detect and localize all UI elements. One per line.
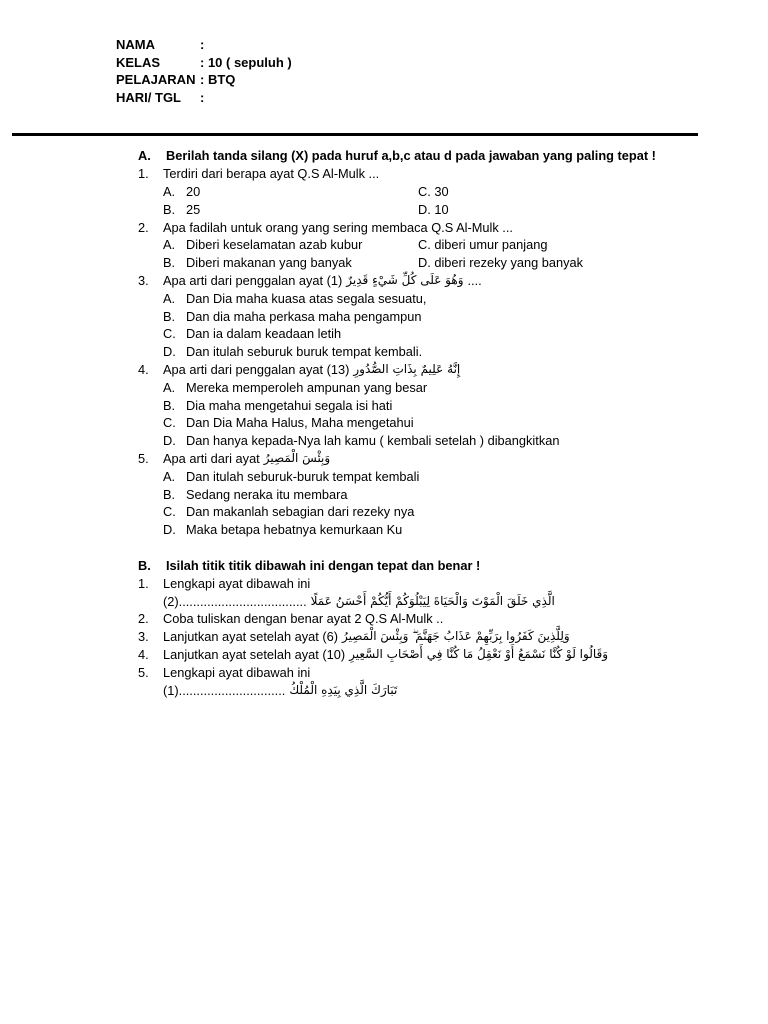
a-q2-options-row-2: [138, 254, 698, 272]
question-number: 5.: [138, 450, 149, 466]
option-text: Dan Dia Maha Halus, Maha mengetahui: [186, 415, 414, 431]
question-number: 5.: [138, 664, 149, 680]
question-sheet: [138, 147, 698, 699]
date-row: [116, 89, 292, 107]
class-row: [116, 54, 292, 72]
question-number: 4.: [138, 361, 149, 377]
option-letter: B.: [163, 486, 176, 502]
option-text: Dan Dia maha kuasa atas segala sesuatu,: [186, 290, 427, 306]
section-a-instruction: Berilah tanda silang (X) pada huruf a,b,c atau d pada jawaban yang paling tepat !: [166, 148, 656, 164]
option-letter: C.: [163, 504, 176, 520]
subject-row: [116, 71, 292, 89]
question-text: Terdiri dari berapa ayat Q.S Al-Mulk ...: [163, 166, 380, 182]
option-text: Sedang neraka itu membara: [186, 486, 348, 502]
option-text: Dan hanya kepada-Nya lah kamu ( kembali setelah ) dibangkitkan: [186, 433, 560, 449]
question-number: 1.: [138, 166, 149, 182]
question-text: Lanjutkan ayat setelah ayat (10): [163, 646, 346, 662]
section-b-marker: B.: [138, 557, 151, 573]
option-d: [138, 343, 698, 361]
option-text: 20: [186, 183, 201, 199]
question-number: 3.: [138, 272, 149, 288]
a-q2-options-row-1: [138, 236, 698, 254]
b-q5-fill-line: [138, 681, 698, 699]
option-a: [163, 237, 418, 252]
option-c: C. 30: [418, 183, 449, 199]
arabic-verse: إِنَّهُ عَلِيمٌ بِذَاتِ الصُّدُورِ: [353, 362, 461, 377]
section-spacer: [138, 539, 698, 557]
option-text: Maka betapa hebatnya kemurkaan Ku: [186, 522, 403, 538]
arabic-verse: وَهُوَ عَلَى كُلِّ شَيْءٍ قَدِيرٌ: [346, 273, 464, 288]
option-letter: A.: [163, 379, 176, 395]
option-letter: D.: [163, 344, 176, 360]
option-text: Mereka memperoleh ampunan yang besar: [186, 379, 428, 395]
a-question-2: [138, 218, 698, 236]
student-info-header: [116, 36, 292, 106]
option-letter: B.: [163, 201, 176, 217]
class-value: : 10 ( sepuluh ): [200, 54, 292, 70]
a-q1-options-row-2: [138, 200, 698, 218]
question-number: 2.: [138, 219, 149, 235]
option-b: [138, 485, 698, 503]
option-text: Diberi keselamatan azab kubur: [186, 237, 363, 253]
section-b-title: [138, 557, 698, 575]
option-a: [138, 378, 698, 396]
b-question-2: [138, 610, 698, 628]
class-label: KELAS: [116, 54, 161, 70]
question-text: Lengkapi ayat dibawah ini: [163, 575, 311, 591]
option-letter: D.: [163, 433, 176, 449]
question-number: 3.: [138, 629, 149, 645]
question-tail: ....: [467, 272, 482, 288]
fill-blank: (1)..............................: [163, 682, 286, 698]
a-question-4: [138, 361, 698, 379]
option-c: [138, 325, 698, 343]
option-letter: A.: [163, 183, 176, 199]
arabic-verse: وَبِئْسَ الْمَصِيرُ: [263, 451, 331, 466]
header-divider: [12, 133, 698, 136]
option-d: [138, 521, 698, 539]
option-b: [163, 255, 418, 270]
option-text: Dan makanlah sebagian dari rezeky nya: [186, 504, 415, 520]
option-d: D. 10: [418, 201, 449, 217]
option-text: Dan dia maha perkasa maha pengampun: [186, 308, 422, 324]
option-b: [138, 396, 698, 414]
question-text: Coba tuliskan dengan benar ayat 2 Q.S Al-Mulk ..: [163, 611, 444, 627]
option-text: Dia maha mengetahui segala isi hati: [186, 397, 393, 413]
option-c: [138, 414, 698, 432]
date-label: HARI/ TGL: [116, 89, 181, 105]
option-text: Dan ia dalam keadaan letih: [186, 326, 342, 342]
a-q1-options-row-1: [138, 183, 698, 201]
b-question-5: [138, 663, 698, 681]
arabic-verse: وَلِلَّذِينَ كَفَرُوا بِرَبِّهِمْ عَذَابُ جَهَنَّمَ ۖ وَبِئْسَ الْمَصِيرُ: [342, 629, 570, 644]
question-text: Apa fadilah untuk orang yang sering membaca Q.S Al-Mulk ...: [163, 219, 513, 235]
question-text: Apa arti dari ayat: [163, 450, 260, 466]
name-value: :: [200, 37, 205, 53]
option-letter: C.: [163, 415, 176, 431]
section-b-instruction: Isilah titik titik dibawah ini dengan tepat dan benar !: [166, 557, 481, 573]
option-c: C. diberi umur panjang: [418, 237, 548, 253]
option-letter: B.: [163, 308, 176, 324]
option-letter: C.: [163, 326, 176, 342]
option-a: [138, 467, 698, 485]
name-label: NAMA: [116, 37, 155, 53]
a-question-1: [138, 165, 698, 183]
option-letter: D.: [163, 522, 176, 538]
option-letter: A.: [163, 468, 176, 484]
option-text: Dan itulah seburuk-buruk tempat kembali: [186, 468, 420, 484]
arabic-verse: تَبَارَكَ الَّذِي بِيَدِهِ الْمُلْكُ: [289, 683, 398, 697]
subject-value: : BTQ: [200, 72, 236, 88]
option-text: Dan itulah seburuk buruk tempat kembali.: [186, 344, 423, 360]
option-text: Diberi makanan yang banyak: [186, 255, 352, 271]
option-d: D. diberi rezeky yang banyak: [418, 255, 584, 271]
option-c: [138, 503, 698, 521]
arabic-verse: وَقَالُوا لَوْ كُنَّا نَسْمَعُ أَوْ نَعْقِلُ مَا كُنَّا فِي أَصْحَابِ السَّعِيرِ: [349, 647, 609, 662]
fill-blank: (2)....................................: [163, 593, 307, 609]
option-letter: B.: [163, 255, 176, 271]
option-text: 25: [186, 201, 201, 217]
option-letter: A.: [163, 237, 176, 253]
date-value: :: [200, 89, 205, 105]
section-a-marker: A.: [138, 148, 151, 164]
a-question-5: [138, 450, 698, 468]
question-text: Lengkapi ayat dibawah ini: [163, 664, 311, 680]
subject-label: PELAJARAN: [116, 72, 196, 88]
question-number: 2.: [138, 611, 149, 627]
option-a: [138, 289, 698, 307]
b-question-4: [138, 646, 698, 664]
question-number: 4.: [138, 646, 149, 662]
section-a-title: [138, 147, 698, 165]
question-text: Apa arti dari penggalan ayat (1): [163, 272, 343, 288]
a-question-3: [138, 272, 698, 290]
question-number: 1.: [138, 575, 149, 591]
question-text: Lanjutkan ayat setelah ayat (6): [163, 629, 339, 645]
arabic-verse: الَّذِي خَلَقَ الْمَوْتَ وَالْحَيَاةَ لِيَبْلُوَكُمْ أَيُّكُمْ أَحْسَنُ عَمَلًا: [310, 594, 555, 609]
b-q1-fill-line: [138, 592, 698, 610]
option-a: [163, 184, 418, 199]
option-b: [138, 307, 698, 325]
option-letter: B.: [163, 397, 176, 413]
b-question-3: [138, 628, 698, 646]
option-b: [163, 202, 418, 217]
name-row: [116, 36, 292, 54]
question-text: Apa arti dari penggalan ayat (13): [163, 361, 350, 377]
option-letter: A.: [163, 290, 176, 306]
option-d: [138, 432, 698, 450]
b-question-1: [138, 574, 698, 592]
